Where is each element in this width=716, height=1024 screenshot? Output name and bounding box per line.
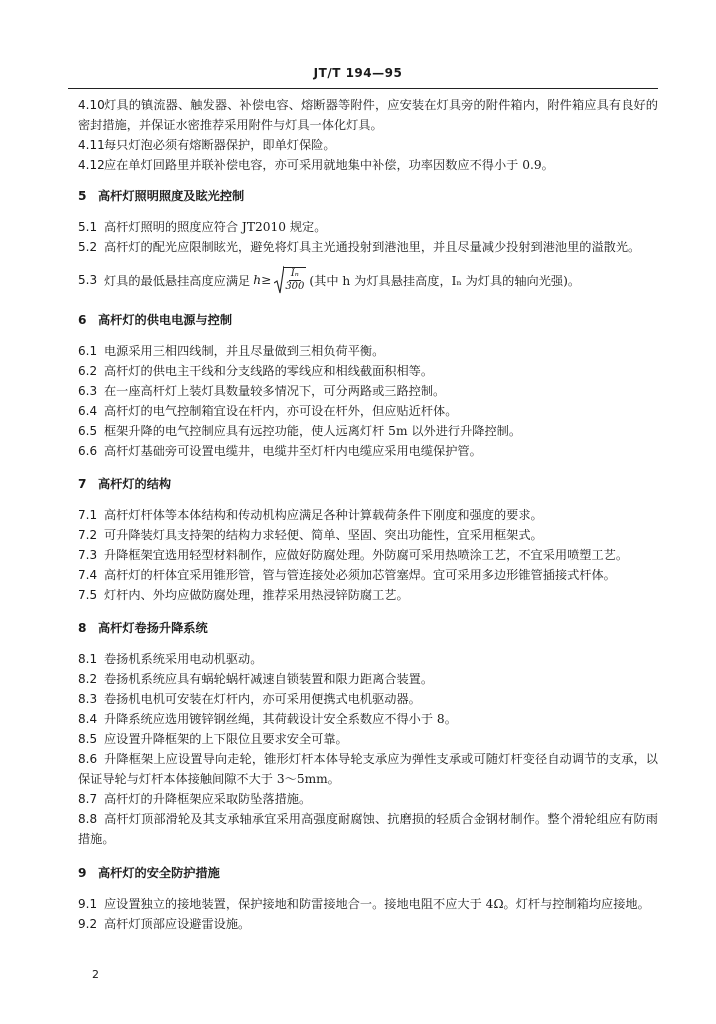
clause-number: 7.2 <box>78 528 98 542</box>
clause-7-3 <box>78 545 658 565</box>
clause-text: 框架升降的电气控制应具有远控功能，使人远离灯杆 5m 以外进行升降控制。 <box>104 424 522 438</box>
clause-8-3 <box>78 689 658 709</box>
clause-number: 8.5 <box>78 732 98 746</box>
clause-text: 灯具的镇流器、触发器、补偿电容、熔断器等附件，应安装在灯具旁的附件箱内，附件箱应具有良好的密封措施，并保证水密推荐采用附件与灯具一体化灯具。 <box>78 98 658 132</box>
clause-number: 7.5 <box>78 588 98 602</box>
formula-fraction <box>283 267 306 293</box>
clause-9-1 <box>78 894 658 914</box>
clause-text: 升降框架上应设置导向走轮，锥形灯杆本体导轮支承应为弹性支承或可随灯杆变径自动调节的支承，以保证导轮与灯杆本体接触间隙不大于 3～5mm。 <box>78 752 658 786</box>
clause-text: 卷扬机电机可安装在灯杆内，亦可采用便携式电机驱动器。 <box>104 692 421 706</box>
section-title: 高杆灯的供电电源与控制 <box>98 313 233 327</box>
clause-number: 6.5 <box>78 424 98 438</box>
clause-6-4 <box>78 401 658 421</box>
section-title: 高杆灯照明照度及眩光控制 <box>98 189 245 203</box>
clause-number: 8.2 <box>78 672 98 686</box>
clause-number: 4.12 <box>78 158 105 172</box>
section-number: 6 <box>78 313 87 327</box>
clause-number: 8.7 <box>78 792 98 806</box>
clause-text-pre: 灯具的最低悬挂高度应满足 <box>104 273 251 288</box>
clause-text: 应在单灯回路里并联补偿电容，亦可采用就地集中补偿，功率因数应不得小于 0.9。 <box>104 158 554 172</box>
clause-4-12 <box>78 155 658 175</box>
clause-text: 高杆灯的供电主干线和分支线路的零线应和相线截面积相等。 <box>104 364 434 378</box>
clause-number: 5.2 <box>78 240 98 254</box>
clause-text: 高杆灯的电气控制箱宜设在杆内，亦可设在杆外，但应贴近杆体。 <box>104 404 458 418</box>
clause-text: 高杆灯的杆体宜采用锥形管，管与管连接处必须加芯管塞焊。宜可采用多边形锥管插接式杆体。 <box>104 568 616 582</box>
clause-text: 卷扬机系统采用电动机驱动。 <box>104 652 263 666</box>
clause-7-4 <box>78 565 658 585</box>
clause-number: 5.3 <box>78 273 98 287</box>
clause-number: 6.3 <box>78 384 98 398</box>
clause-5-1 <box>78 217 658 237</box>
clause-number: 8.8 <box>78 812 98 826</box>
clause-6-3 <box>78 381 658 401</box>
standard-code-header: JT/T 194—95 <box>313 66 403 80</box>
height-formula <box>253 265 306 295</box>
clause-8-6 <box>78 749 658 789</box>
clause-9-2 <box>78 914 658 934</box>
section-title: 高杆灯卷扬升降系统 <box>98 621 208 635</box>
clause-number: 9.1 <box>78 897 98 911</box>
clause-text: 高杆灯照明的照度应符合 JT2010 规定。 <box>104 220 327 234</box>
clause-text: 升降框架宜选用轻型材料制作，应做好防腐处理。外防腐可采用热喷涂工艺，不宜采用喷塑工艺。 <box>104 548 629 562</box>
clause-number: 6.6 <box>78 444 98 458</box>
section-number: 5 <box>78 189 87 203</box>
clause-text: 高杆灯杆体等本体结构和传动机构应满足各种计算载荷条件下刚度和强度的要求。 <box>104 508 543 522</box>
clause-text: 卷扬机系统应具有蜗轮蜗杆减速自锁装置和限力距离合装置。 <box>104 672 434 686</box>
clause-number: 7.4 <box>78 568 98 582</box>
clause-number: 7.3 <box>78 548 98 562</box>
clause-5-2 <box>78 237 658 257</box>
section-number: 9 <box>78 866 87 880</box>
clause-text: 高杆灯基础旁可设置电缆井，电缆井至灯杆内电缆应采用电缆保护管。 <box>104 444 482 458</box>
clause-number: 8.6 <box>78 752 98 766</box>
sqrt-sign <box>274 265 306 295</box>
clause-number: 4.10 <box>78 98 105 112</box>
header-rule <box>68 88 658 89</box>
clause-text: 可升降装灯具支持架的结构力求轻便、简单、坚固、突出功能性，宜采用框架式。 <box>104 528 543 542</box>
clause-number: 6.2 <box>78 364 98 378</box>
section-title: 高杆灯的安全防护措施 <box>98 866 220 880</box>
clause-text: 应设置独立的接地装置，保护接地和防雷接地合一。接地电阻不应大于 4Ω。灯杆与控制箱均应接地。 <box>104 897 650 911</box>
page-number: 2 <box>92 968 99 981</box>
clause-number: 5.1 <box>78 220 98 234</box>
clause-8-4 <box>78 709 658 729</box>
clause-text: 每只灯泡必须有熔断器保护，即单灯保险。 <box>104 138 336 152</box>
clause-8-5 <box>78 729 658 749</box>
clause-7-2 <box>78 525 658 545</box>
section-heading-9 <box>78 863 658 883</box>
section-heading-7 <box>78 474 658 494</box>
clause-number: 6.4 <box>78 404 98 418</box>
clause-4-10 <box>78 95 658 135</box>
clause-6-2 <box>78 361 658 381</box>
clause-6-1 <box>78 341 658 361</box>
clause-number: 7.1 <box>78 508 98 522</box>
formula-denominator: 300 <box>285 281 305 292</box>
clause-8-1 <box>78 649 658 669</box>
section-number: 8 <box>78 621 87 635</box>
clause-number: 6.1 <box>78 344 98 358</box>
section-title: 高杆灯的结构 <box>98 477 172 491</box>
clause-6-6 <box>78 441 658 461</box>
clause-4-11 <box>78 135 658 155</box>
section-heading-6 <box>78 310 658 330</box>
clause-7-1 <box>78 505 658 525</box>
clause-text: 高杆灯的升降框架应采取防坠落措施。 <box>104 792 312 806</box>
clause-number: 4.11 <box>78 138 105 152</box>
clause-6-5 <box>78 421 658 441</box>
formula-lhs: h≥ <box>253 273 272 287</box>
section-heading-5 <box>78 186 658 206</box>
clause-text: 电源采用三相四线制，并且尽量做到三相负荷平衡。 <box>104 344 385 358</box>
clause-text: 高杆灯顶部应设避雷设施。 <box>104 917 251 931</box>
formula-numerator: Iₙ <box>290 268 299 279</box>
clause-text: 高杆灯顶部滑轮及其支承轴承宜采用高强度耐腐蚀、抗磨损的轻质合金钢材制作。整个滑轮组应有防雨措施。 <box>78 812 658 846</box>
clause-text: 在一座高杆灯上装灯具数量较多情况下，可分两路或三路控制。 <box>104 384 446 398</box>
clause-text: 升降系统应选用镀锌钢丝绳，其荷载设计安全系数应不得小于 8。 <box>104 712 457 726</box>
clause-8-2 <box>78 669 658 689</box>
clause-text: 应设置升降框架的上下限位且要求安全可靠。 <box>104 732 348 746</box>
section-number: 7 <box>78 477 87 491</box>
clause-number: 9.2 <box>78 917 98 931</box>
clause-text-post: (其中 h 为灯具悬挂高度，Iₙ 为灯具的轴向光强)。 <box>309 273 581 288</box>
clause-7-5 <box>78 585 658 605</box>
clause-5-3 <box>78 263 658 297</box>
clause-number: 8.3 <box>78 692 98 706</box>
clause-number: 8.4 <box>78 712 98 726</box>
clause-text: 灯杆内、外均应做防腐处理，推荐采用热浸锌防腐工艺。 <box>104 588 409 602</box>
clause-number: 8.1 <box>78 652 98 666</box>
page-content <box>78 95 658 934</box>
clause-8-8 <box>78 809 658 849</box>
clause-text: 高杆灯的配光应限制眩光，避免将灯具主光通投射到港池里，并且尽量减少投射到港池里的溢散光。 <box>104 240 641 254</box>
section-heading-8 <box>78 618 658 638</box>
clause-8-7 <box>78 789 658 809</box>
